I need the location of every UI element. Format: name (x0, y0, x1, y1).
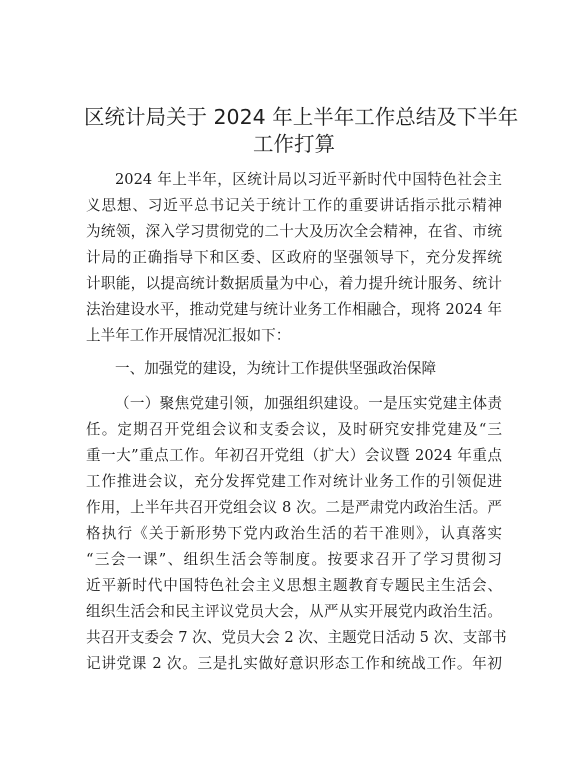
paragraph-2-line-6: 格执行《关于新形势下党内政治生活的若干准则》，认真落实 (86, 525, 502, 542)
paragraph-1-line-1: 2024 年上半年，区统计局以习近平新时代中国特色社会主 (115, 171, 502, 188)
paragraph-2-line-7: “三会一课”、组织生活会等制度。按要求召开了学习贯彻习 (86, 551, 502, 568)
document-title-line-1: 区统计局关于 2024 年上半年工作总结及下半年 (84, 105, 519, 129)
paragraph-1-line-6: 法治建设水平，推动党建与统计业务工作相融合，现将 2024 年 (86, 301, 502, 318)
section-1-heading: 一、加强党的建设，为统计工作提供坚强政治保障 (115, 360, 437, 377)
paragraph-2-line-9: 组织生活会和民主评议党员大会，从严从实开展党内政治生活。 (86, 603, 502, 620)
paragraph-2-line-3: 重一大”重点工作。年初召开党组（扩大）会议暨 2024 年重点 (86, 447, 502, 464)
paragraph-2-line-2: 任。定期召开党组会议和支委会议，及时研究安排党建及“三 (86, 421, 502, 438)
paragraph-1-line-3: 为统领，深入学习贯彻党的二十大及历次全会精神，在省、市统 (86, 223, 502, 240)
paragraph-2-line-1: （一）聚焦党建引领，加强组织建设。一是压实党建主体责 (115, 395, 502, 412)
paragraph-1-line-7: 上半年工作开展情况汇报如下： (86, 327, 291, 344)
paragraph-1-line-2: 义思想、习近平总书记关于统计工作的重要讲话指示批示精神 (86, 197, 502, 214)
document-title-line-2: 工作打算 (253, 132, 335, 156)
paragraph-2-line-11: 记讲党课 2 次。三是扎实做好意识形态工作和统战工作。年初 (86, 655, 502, 672)
paragraph-1-line-5: 计职能，以提高统计数据质量为中心，着力提升统计服务、统计 (86, 275, 502, 292)
paragraph-2-line-8: 近平新时代中国特色社会主义思想主题教育专题民主生活会、 (86, 577, 502, 594)
paragraph-2-line-4: 工作推进会议，充分发挥党建工作对统计业务工作的引领促进 (86, 473, 502, 490)
paragraph-1-line-4: 计局的正确指导下和区委、区政府的坚强领导下，充分发挥统 (86, 249, 502, 266)
paragraph-2-line-5: 作用，上半年共召开党组会议 8 次。二是严肃党内政治生活。严 (86, 499, 502, 516)
paragraph-2-line-10: 共召开支委会 7 次、党员大会 2 次、主题党日活动 5 次、支部书 (86, 629, 507, 646)
